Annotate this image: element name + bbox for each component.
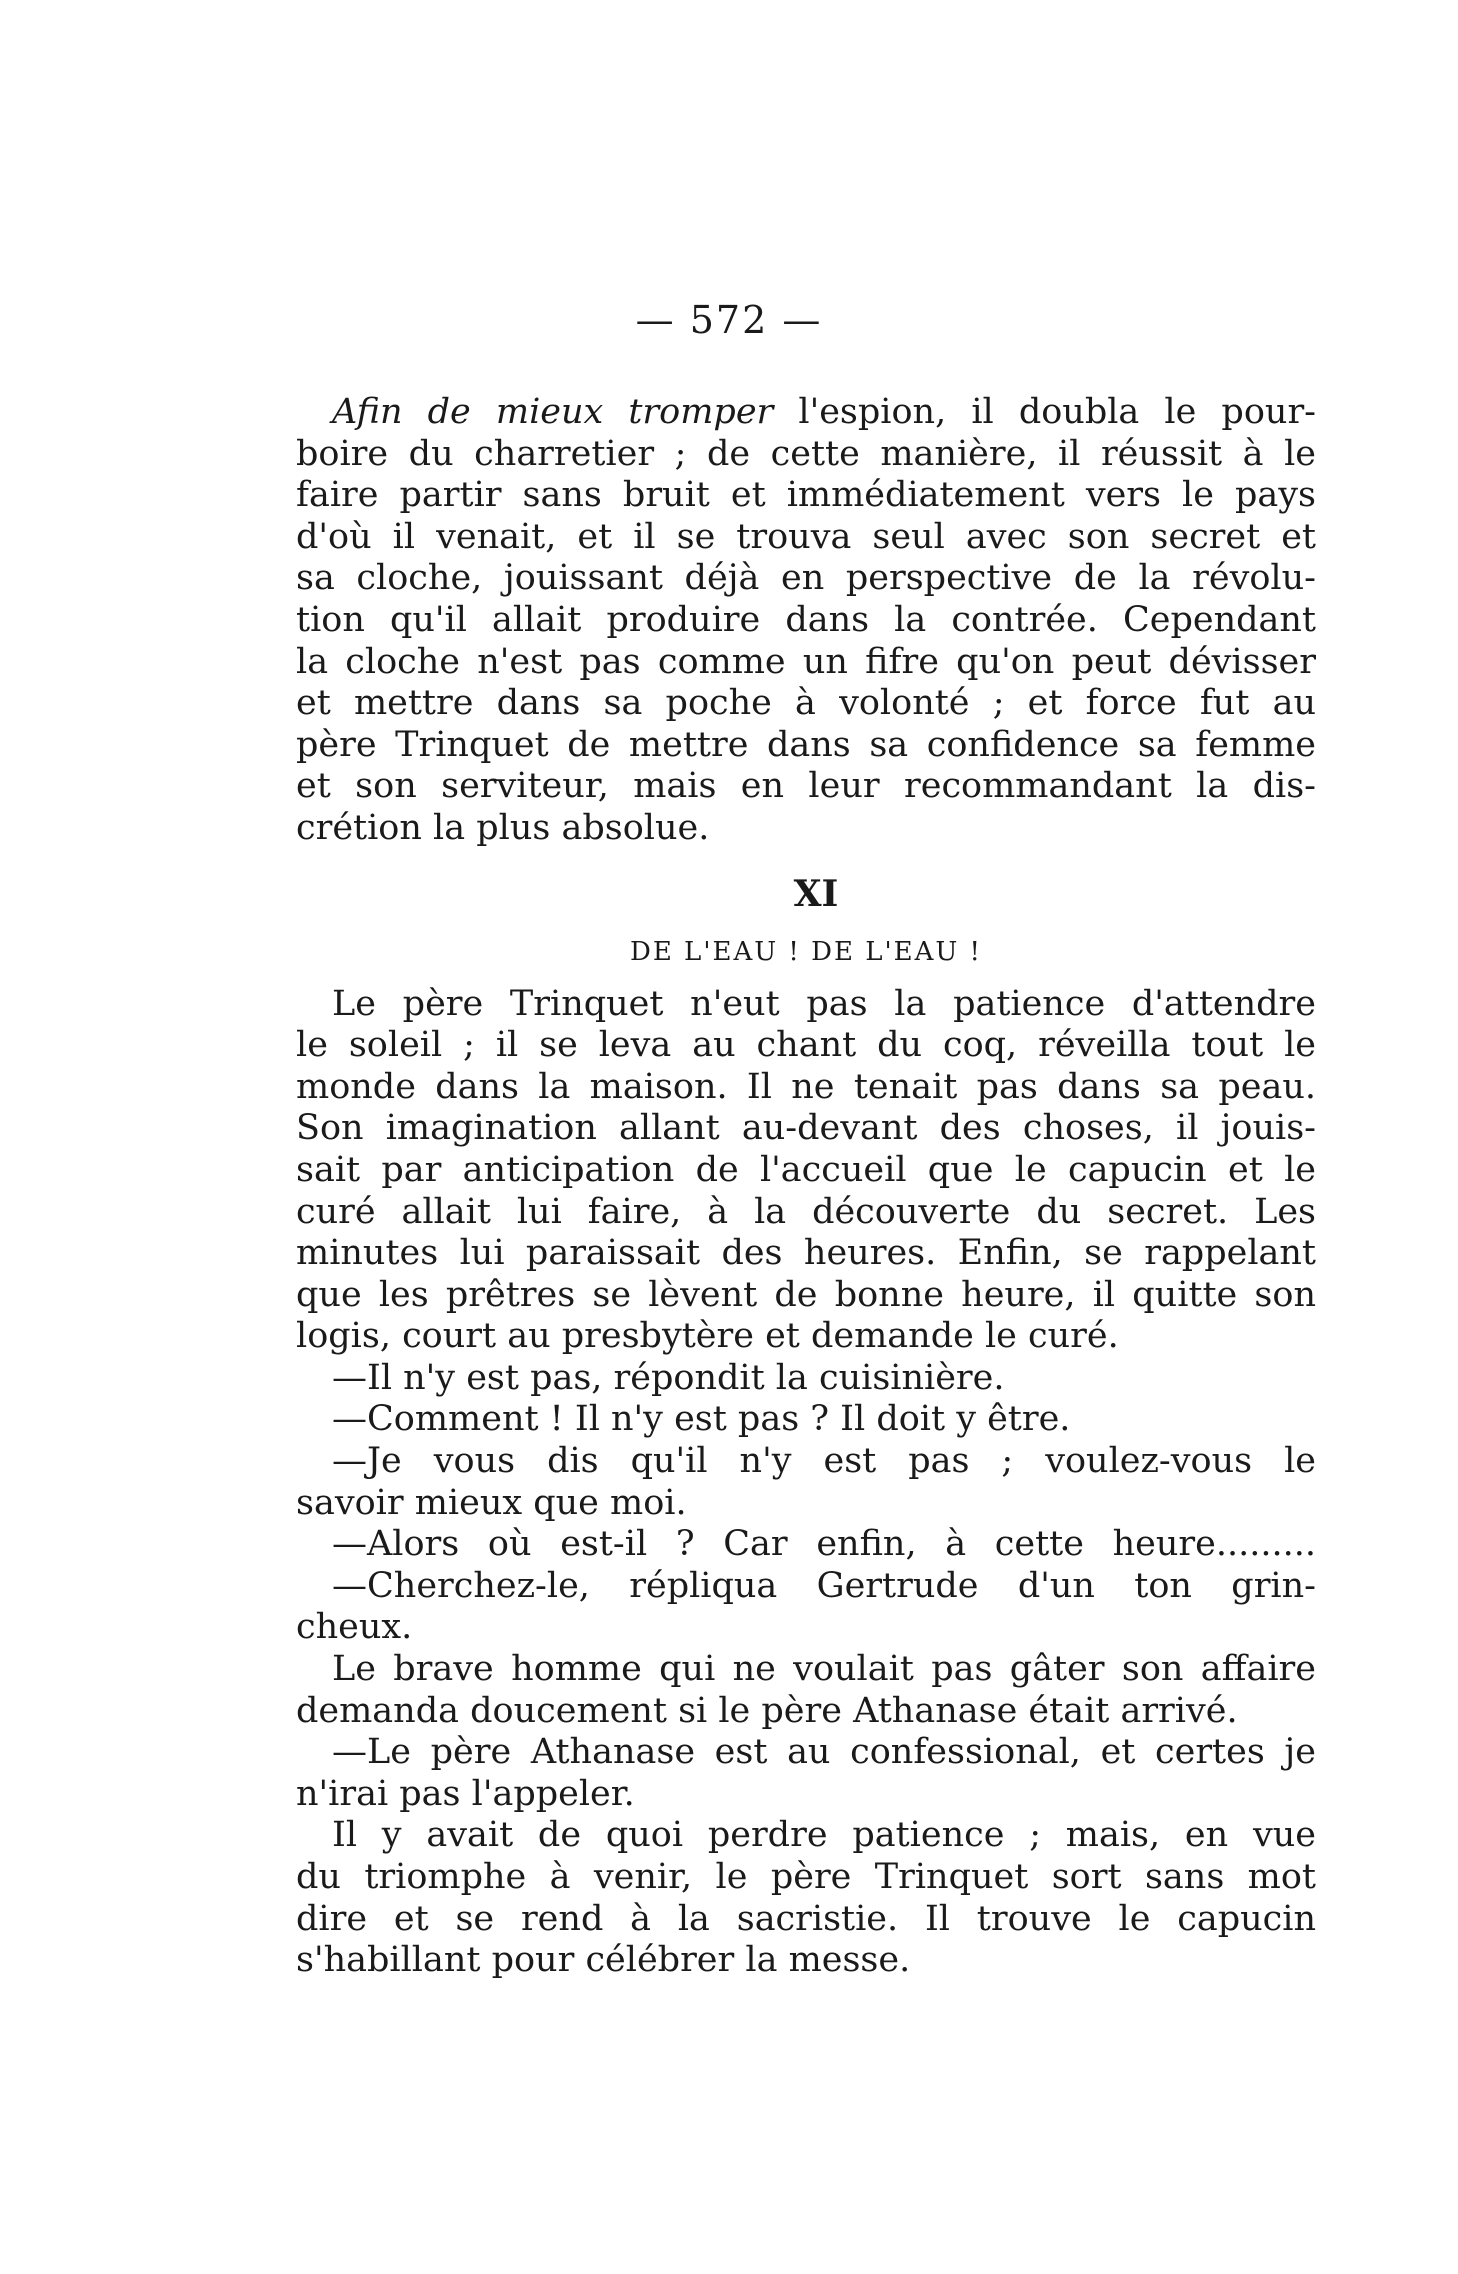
dialogue-line: —Comment ! Il n'y est pas ? Il doit y être. [332,1399,1071,1440]
dialogue-line: —Le père Athanase est au confessional, et certes je [332,1732,1316,1773]
text-line: s'habillant pour célébrer la messe. [296,1940,911,1981]
text-line [296,392,1316,434]
italic-lead: Afin de mieux tromper [332,392,774,432]
text-line: Son imagination allant au-devant des choses, il jouis- [296,1108,1316,1149]
text-line: et mettre dans sa poche à volonté ; et force fut au [296,683,1316,724]
text-line: et son serviteur, mais en leur recommandant la dis- [296,766,1316,807]
text-line: sait par anticipation de l'accueil que le capucin et le [296,1149,1316,1190]
dialogue-line: —Je vous dis qu'il n'y est pas ; voulez-vous le [332,1441,1316,1482]
text-line: demanda doucement si le père Athanase était arrivé. [296,1690,1238,1731]
text-line: dire et se rend à la sacristie. Il trouve le capucin [296,1898,1316,1939]
dialogue-line: —Alors où est-il ? Car enfin, à cette heure......... [332,1524,1316,1565]
text-line: monde dans la maison. Il ne tenait pas dans sa peau. [296,1066,1316,1107]
text-line: minutes lui paraissait des heures. Enfin, se rappelant [296,1233,1316,1274]
text-line: tion qu'il allait produire dans la contrée. Cependant [296,599,1316,640]
chapter-number: XI [793,872,839,915]
page-body-text [296,392,1316,1982]
text-line: crétion la plus absolue. [296,807,710,848]
dialogue-line: n'irai pas l'appeler. [296,1773,635,1814]
text-line: la cloche n'est pas comme un fifre qu'on peut dévisser [296,641,1316,682]
text-line: Le brave homme qui ne voulait pas gâter son affaire [332,1649,1316,1690]
text-line: père Trinquet de mettre dans sa confidence sa femme [296,724,1316,765]
dialogue-line: cheux. [296,1607,413,1648]
text-line: boire du charretier ; de cette manière, il réussit à le [296,433,1316,474]
dialogue-line: savoir mieux que moi. [296,1482,687,1523]
text-line: du triomphe à venir, le père Trinquet sort sans mot [296,1857,1316,1897]
text-line: le soleil ; il se leva au chant du coq, réveilla tout le [296,1025,1316,1066]
text-line: que les prêtres se lèvent de bonne heure, il quitte son [296,1274,1316,1315]
text-line: Il y avait de quoi perdre patience ; mais, en vue [332,1815,1316,1856]
text-line: logis, court au presbytère et demande le curé. [296,1316,1119,1357]
chapter-title: DE L'EAU ! DE L'EAU ! [629,936,983,967]
text-line: sa cloche, jouissant déjà en perspective de la révolu- [296,558,1316,599]
text-line-rest: l'espion, il doubla le pour- [773,392,1317,432]
text-line: Le père Trinquet n'eut pas la patience d'attendre [332,983,1316,1024]
text-line: d'où il venait, et il se trouva seul avec son secret et [296,516,1316,557]
dialogue-line: —Il n'y est pas, répondit la cuisinière. [332,1357,1005,1398]
text-line: curé allait lui faire, à la découverte du secret. Les [296,1191,1316,1232]
page-number: — 572 — [635,298,823,342]
dialogue-line: —Cherchez-le, répliqua Gertrude d'un ton grin- [332,1565,1316,1606]
text-line: faire partir sans bruit et immédiatement vers le pays [296,475,1316,516]
